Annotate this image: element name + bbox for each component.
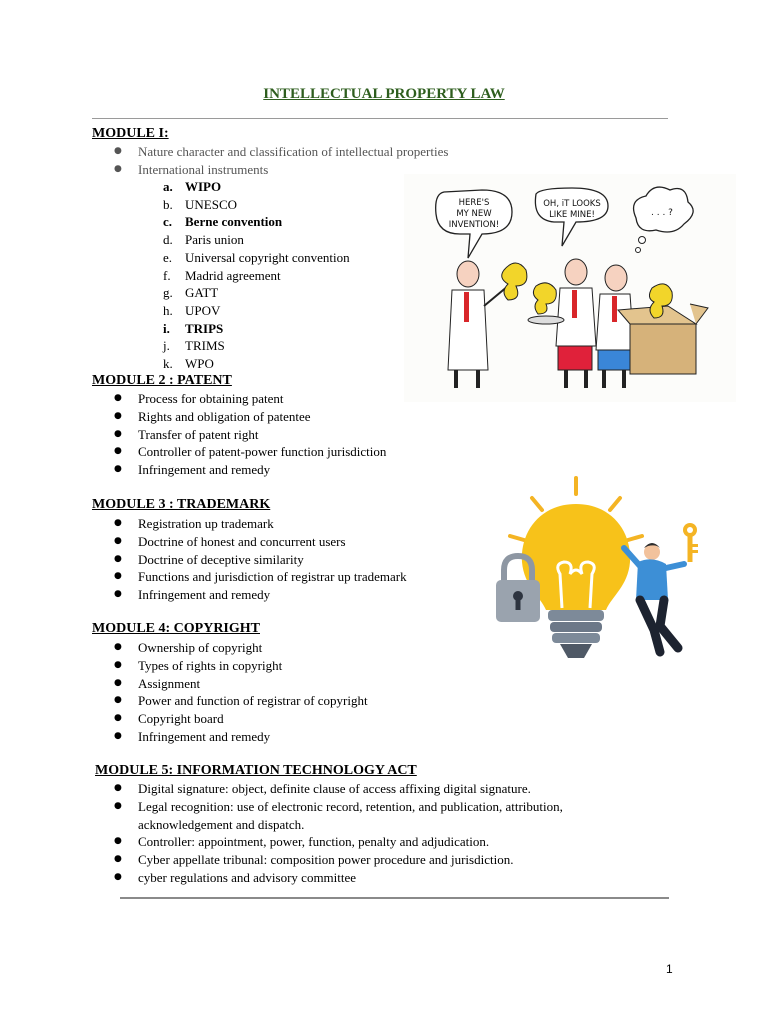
module5-bullet: ● Controller: appointment, power, function, penalty and adjudication. — [92, 833, 622, 851]
thought-text: . . . ? — [651, 208, 673, 218]
instrument-item: a. WIPO — [163, 179, 222, 194]
lightbulb-illustration — [484, 470, 704, 664]
title-divider — [92, 118, 668, 119]
module2-heading: MODULE 2 : PATENT — [92, 373, 232, 388]
cardboard-box — [618, 304, 708, 374]
instrument-item: b. UNESCO — [163, 196, 238, 212]
invention-cartoon — [404, 174, 736, 402]
module5-bullet-list — [92, 780, 622, 887]
module3-bullet: ● Functions and jurisdiction of registrar up trademark — [92, 568, 492, 586]
instrument-item: h. UPOV — [163, 302, 221, 318]
module2-bullet: ● Controller of patent-power function jurisdiction — [92, 443, 492, 461]
module1-heading: MODULE I: — [92, 126, 169, 141]
instrument-item: d. Paris union — [163, 232, 244, 248]
module5-bullet: ● cyber regulations and advisory committee — [92, 869, 622, 887]
module4-bullet: ● Ownership of copyright — [92, 639, 492, 657]
instrument-item: k. WPO — [163, 356, 214, 372]
module4-bullet: ● Assignment — [92, 675, 492, 693]
module4-bullet: ● Copyright board — [92, 710, 492, 728]
module4-bullet-list — [92, 639, 492, 746]
module4-bullet: ● Power and function of registrar of copyright — [92, 692, 492, 710]
module2-bullet: ● Transfer of patent right — [92, 426, 492, 444]
module5-bullet: ● Cyber appellate tribunal: composition power procedure and jurisdiction. — [92, 851, 622, 869]
person-figure — [624, 543, 684, 652]
bottom-divider — [120, 897, 669, 899]
bubble-right-line: LIKE MINE! — [549, 210, 595, 220]
bubble-right-line: OH, iT LOOKS — [543, 199, 601, 209]
instrument-item: e. Universal copyright convention — [163, 249, 350, 265]
page-number: 1 — [666, 962, 673, 976]
module1-bullet: ● Nature character and classification of intellectual properties — [92, 143, 492, 161]
module4-bullet: ● Infringement and remedy — [92, 728, 492, 746]
module2-bullet-list — [92, 390, 492, 479]
instrument-item: c. Berne convention — [163, 214, 283, 230]
instrument-list — [163, 178, 350, 373]
padlock-icon — [496, 556, 540, 622]
module2-bullet: ● Rights and obligation of patentee — [92, 408, 492, 426]
instrument-item: f. Madrid agreement — [163, 267, 281, 283]
module2-bullet: ● Process for obtaining patent — [92, 390, 492, 408]
module4-heading: MODULE 4: COPYRIGHT — [92, 621, 260, 636]
module3-bullet: ● Infringement and remedy — [92, 586, 492, 604]
bubble-left-line: HERE'S — [458, 198, 490, 208]
module3-bullet: ● Doctrine of honest and concurrent users — [92, 533, 492, 551]
module3-heading: MODULE 3 : TRADEMARK — [92, 497, 271, 512]
bubble-left-line: MY NEW — [456, 209, 492, 219]
bubble-left-line: INVENTION! — [448, 220, 500, 230]
page-title: INTELLECTUAL PROPERTY LAW — [263, 86, 505, 102]
module3-bullet: ● Registration up trademark — [92, 515, 492, 533]
module5-heading: MODULE 5: INFORMATION TECHNOLOGY ACT — [95, 763, 417, 778]
module4-bullet: ● Types of rights in copyright — [92, 657, 492, 675]
instrument-item: j. TRIMS — [163, 338, 225, 354]
lightbulb-base — [548, 610, 604, 658]
module5-bullet: ● Digital signature: object, definite clause of access affixing digital signature. — [92, 780, 622, 798]
module2-bullet: ● Infringement and remedy — [92, 461, 492, 479]
module3-bullet: ● Doctrine of deceptive similarity — [92, 551, 492, 569]
instrument-item: i. TRIPS — [163, 320, 224, 336]
module5-bullet: ● Legal recognition: use of electronic record, retention, and publication, attribution, acknowledgement and dispatch. — [92, 798, 622, 834]
module3-bullet-list — [92, 515, 492, 604]
key-icon — [683, 523, 698, 562]
instrument-item: g. GATT — [163, 285, 219, 301]
module1-bullet: ● International instruments — [92, 161, 492, 179]
